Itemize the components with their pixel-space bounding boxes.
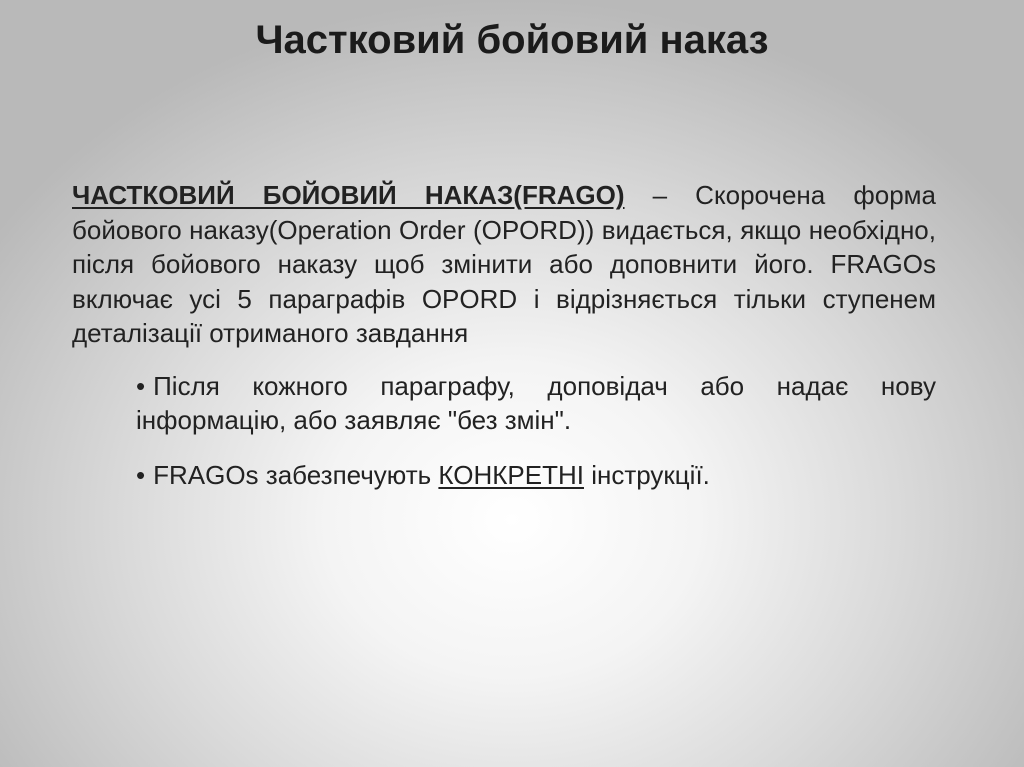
bullet-text-before: FRAGOs забезпечують <box>153 459 439 490</box>
bullet-item <box>136 369 936 438</box>
bullet-marker: • <box>136 459 146 490</box>
definition-term: ЧАСТКОВИЙ БОЙОВИЙ НАКАЗ(FRAGO) <box>72 180 625 210</box>
slide-title: Частковий бойовий наказ <box>255 18 769 62</box>
definition-paragraph <box>72 178 936 351</box>
bullet-emphasis: КОНКРЕТНІ <box>438 459 584 490</box>
bullet-text-after: інструкції. <box>583 459 710 490</box>
bullet-list <box>72 369 936 493</box>
bullet-marker: • <box>136 370 146 401</box>
definition-text: – Скорочена форма бойового наказу(Operation Order (OPORD)) видається, якщо необхідно, після бойового наказу щоб змінити або доповнити його. FRAGOs включає усі 5 параграфів OPORD і відрізняється тільки ступенем деталізації отриманого завдання <box>72 180 936 348</box>
bullet-item <box>136 458 936 493</box>
slide-content <box>72 178 936 512</box>
bullet-text: Після кожного параграфу, доповідач або надає нову інформацію, або заявляє "без змін". <box>136 370 936 435</box>
